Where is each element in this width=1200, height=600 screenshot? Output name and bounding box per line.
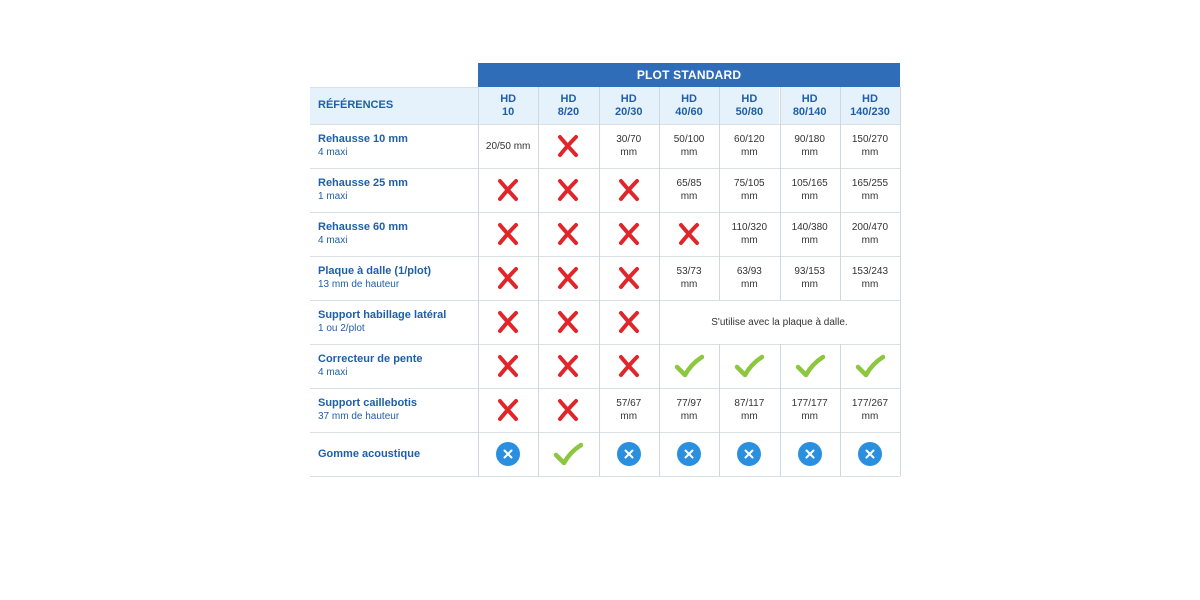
column-header-line1: HD	[620, 92, 637, 105]
row-label-title: Rehausse 10 mm	[318, 133, 408, 145]
cell-value-range: 153/243	[851, 266, 889, 277]
table-cell	[780, 256, 840, 300]
column-divider	[719, 87, 720, 300]
cell-value-range: 75/105	[734, 178, 765, 189]
cell-value-unit: mm	[861, 191, 879, 202]
table-cell	[538, 344, 598, 388]
circle-x-icon	[797, 441, 823, 467]
column-divider	[599, 87, 600, 476]
check-icon	[734, 354, 764, 378]
row-label-title: Rehausse 25 mm	[318, 177, 408, 189]
table-cell	[780, 212, 840, 256]
table-cell	[478, 300, 538, 344]
row-label-title: Support caillebotis	[318, 397, 418, 409]
cell-value-range: 30/70	[616, 134, 642, 145]
cell-value-unit: mm	[861, 235, 879, 246]
check-icon	[553, 442, 583, 466]
cell-value-range: 200/470	[851, 222, 889, 233]
column-header	[780, 87, 840, 124]
table-cell	[719, 124, 779, 168]
table-cell	[478, 168, 538, 212]
cross-icon	[617, 354, 641, 378]
cell-value-range: 177/177	[791, 398, 828, 409]
cross-icon	[496, 398, 520, 422]
row-label-subtitle: 4 maxi	[318, 235, 348, 246]
table-cell	[719, 344, 779, 388]
cell-value-range: 165/255	[851, 178, 889, 189]
cell-note: S'utilise avec la plaque à dalle.	[711, 316, 848, 328]
row-divider	[310, 476, 900, 477]
column-header	[719, 87, 779, 124]
row-label-title: Gomme acoustique	[318, 447, 421, 460]
cross-icon	[617, 310, 641, 334]
compatibility-table	[310, 63, 900, 479]
table-cell	[840, 168, 900, 212]
table-cell	[780, 432, 840, 476]
cell-value-range: 87/117	[734, 398, 765, 409]
table-cell	[840, 256, 900, 300]
column-header	[478, 87, 538, 124]
cross-icon	[617, 178, 641, 202]
table-cell	[538, 432, 598, 476]
cell-value-range: 57/67	[616, 398, 642, 409]
cell-value-unit: mm	[861, 279, 879, 290]
cell-value-unit: mm	[861, 411, 879, 422]
column-divider	[478, 87, 479, 476]
cell-value-unit: mm	[801, 411, 818, 422]
cell-value-unit: mm	[680, 411, 698, 422]
table-cell	[840, 388, 900, 432]
row-label	[310, 300, 478, 344]
column-header-line1: HD	[560, 92, 577, 105]
references-header	[310, 87, 478, 124]
circle-x-icon	[736, 441, 762, 467]
table-cell	[538, 124, 598, 168]
cell-value-range: 60/120	[734, 134, 765, 145]
row-label-subtitle: 13 mm de hauteur	[318, 279, 400, 290]
column-header-line2: 50/80	[735, 105, 764, 118]
table-cell	[659, 168, 719, 212]
column-header-line2: 10	[502, 105, 515, 118]
table-cell	[478, 212, 538, 256]
cross-icon	[556, 310, 580, 334]
row-label-title: Support habillage latéral	[318, 309, 447, 321]
table-cell	[478, 124, 538, 168]
column-header-line2: 40/60	[675, 105, 703, 118]
cross-icon	[556, 266, 580, 290]
cell-value-unit: mm	[741, 235, 758, 246]
column-divider	[780, 87, 781, 300]
column-header-line2: 20/30	[614, 105, 643, 118]
table-cell	[659, 300, 900, 344]
column-header	[659, 87, 719, 124]
header-top-line	[310, 87, 478, 88]
table-cell	[659, 256, 719, 300]
row-divider	[310, 432, 900, 433]
column-header-line1: HD	[801, 92, 818, 105]
cell-value-range: 90/180	[794, 134, 825, 145]
cell-value-unit: mm	[741, 191, 758, 202]
cross-icon	[617, 266, 641, 290]
circle-x-icon	[676, 441, 702, 467]
cell-value-unit: mm	[741, 411, 758, 422]
table-cell	[840, 212, 900, 256]
cross-icon	[496, 310, 520, 334]
cell-value-range: 93/153	[794, 266, 825, 277]
cross-icon	[556, 134, 580, 158]
cell-value-unit: mm	[801, 235, 818, 246]
row-label-subtitle: 37 mm de hauteur	[318, 411, 400, 422]
table-cell	[599, 212, 659, 256]
cell-value-range: 110/320	[731, 222, 768, 233]
table-cell	[659, 124, 719, 168]
row-label	[310, 256, 478, 300]
cell-value-unit: mm	[741, 279, 758, 290]
cell-value-unit: mm	[741, 147, 758, 158]
cell-value-unit: mm	[620, 411, 638, 422]
table-cell	[599, 344, 659, 388]
row-divider	[310, 388, 900, 389]
circle-x-icon	[495, 441, 521, 467]
table-cell	[840, 432, 900, 476]
cell-value-range: 53/73	[676, 266, 702, 277]
column-header-line2: 80/140	[792, 105, 827, 118]
column-divider	[719, 344, 720, 476]
column-header	[538, 87, 598, 124]
table-cell	[478, 256, 538, 300]
circle-x-icon	[616, 441, 642, 467]
table-cell	[478, 344, 538, 388]
row-label	[310, 344, 478, 388]
column-divider	[840, 344, 841, 476]
table-cell	[780, 388, 840, 432]
table-cell	[538, 212, 598, 256]
cell-value-unit: mm	[680, 191, 698, 202]
table-cell	[780, 124, 840, 168]
table-cell	[599, 124, 659, 168]
table-cell	[538, 300, 598, 344]
row-divider	[310, 300, 900, 301]
row-label	[310, 168, 478, 212]
table-cell	[719, 432, 779, 476]
cross-icon	[496, 266, 520, 290]
column-header	[599, 87, 659, 124]
row-divider	[310, 168, 900, 169]
table-cell	[538, 256, 598, 300]
cross-icon	[556, 398, 580, 422]
cell-value-range: 50/100	[673, 134, 705, 145]
cross-icon	[556, 354, 580, 378]
cell-value-unit: mm	[680, 147, 698, 158]
cell-value: 20/50 mm	[485, 140, 531, 152]
row-label	[310, 212, 478, 256]
row-label-subtitle: 4 maxi	[318, 147, 348, 158]
table-cell	[659, 344, 719, 388]
cell-value-range: 63/93	[736, 266, 762, 277]
cell-value-unit: mm	[801, 279, 818, 290]
table-cell	[719, 256, 779, 300]
cross-icon	[677, 222, 701, 246]
table-cell	[719, 168, 779, 212]
row-divider	[310, 256, 900, 257]
cell-value-unit: mm	[680, 279, 698, 290]
table-cell	[599, 256, 659, 300]
table-cell	[599, 388, 659, 432]
cross-icon	[496, 178, 520, 202]
check-icon	[855, 354, 885, 378]
cell-value-range: 65/85	[676, 178, 702, 189]
cell-value-unit: mm	[861, 147, 879, 158]
column-header	[840, 87, 900, 124]
cell-value-unit: mm	[620, 147, 638, 158]
column-divider	[538, 87, 539, 476]
column-divider	[840, 87, 841, 300]
column-divider	[900, 87, 901, 476]
table-cell	[538, 168, 598, 212]
row-label	[310, 124, 478, 168]
cross-icon	[556, 178, 580, 202]
row-label	[310, 432, 478, 476]
cell-value-range: 140/380	[791, 222, 828, 233]
column-header-line1: HD	[862, 92, 878, 105]
references-label: RÉFÉRENCES	[318, 99, 394, 111]
cross-icon	[496, 354, 520, 378]
check-icon	[674, 354, 704, 378]
column-divider	[659, 87, 660, 476]
row-label-subtitle: 4 maxi	[318, 367, 348, 378]
cell-value-unit: mm	[801, 191, 818, 202]
table-cell	[599, 300, 659, 344]
table-cell	[780, 168, 840, 212]
table-cell	[659, 432, 719, 476]
table-cell	[478, 432, 538, 476]
cell-value-range: 150/270	[851, 134, 889, 145]
table-cell	[478, 388, 538, 432]
table-cell	[659, 388, 719, 432]
table-cell	[599, 432, 659, 476]
table-cell	[719, 388, 779, 432]
circle-x-icon	[857, 441, 883, 467]
column-header-line1: HD	[500, 92, 517, 105]
table-cell	[840, 124, 900, 168]
row-divider	[310, 124, 900, 125]
row-label-title: Rehausse 60 mm	[318, 221, 408, 233]
column-header-line2: 140/230	[850, 105, 890, 118]
cell-value-unit: mm	[801, 147, 818, 158]
column-header-line2: 8/20	[557, 105, 580, 118]
row-label-title: Correcteur de pente	[318, 353, 423, 365]
table-cell	[840, 344, 900, 388]
row-label	[310, 388, 478, 432]
column-divider	[780, 344, 781, 476]
cell-value-range: 177/267	[851, 398, 889, 409]
plot-standard-banner: PLOT STANDARD	[478, 63, 900, 87]
table-cell	[780, 344, 840, 388]
cell-value-range: 77/97	[676, 398, 702, 409]
column-header-line1: HD	[681, 92, 697, 105]
cell-value-range: 105/165	[791, 178, 828, 189]
table-cell	[599, 168, 659, 212]
column-header-line1: HD	[741, 92, 758, 105]
row-divider	[310, 212, 900, 213]
check-icon	[795, 354, 825, 378]
table-cell	[659, 212, 719, 256]
cross-icon	[617, 222, 641, 246]
table-cell	[538, 388, 598, 432]
table-cell	[719, 212, 779, 256]
row-divider	[310, 344, 900, 345]
cross-icon	[556, 222, 580, 246]
cross-icon	[496, 222, 520, 246]
row-label-subtitle: 1 ou 2/plot	[318, 323, 365, 334]
row-label-title: Plaque à dalle (1/plot)	[318, 265, 432, 277]
row-label-subtitle: 1 maxi	[318, 191, 348, 202]
